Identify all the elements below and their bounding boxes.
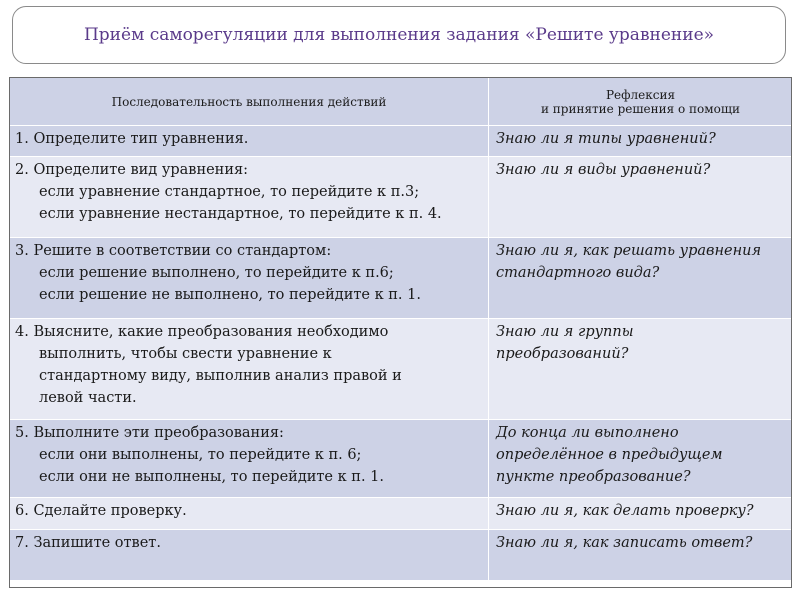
reflection-text: стандартного вида? [496, 265, 660, 281]
step-subtext: если решение выполнено, то перейдите к п.6; [39, 265, 394, 281]
step-text: 3. Решите в соответствии со стандартом: [15, 243, 332, 259]
step-text: 4. Выясните, какие преобразования необходимо [15, 324, 389, 340]
step-subtext: выполнить, чтобы свести уравнение к [39, 346, 332, 362]
step-cell [10, 420, 489, 498]
table-row [10, 319, 793, 420]
header-actions-sequence: Последовательность выполнения действий [10, 78, 489, 126]
reflection-text: пункте преобразование? [496, 469, 691, 485]
step-text: 7. Запишите ответ. [15, 535, 161, 551]
step-cell [10, 126, 489, 157]
table-row [10, 498, 793, 530]
table-header-row [10, 78, 793, 126]
step-cell [10, 157, 489, 238]
step-subtext: если уравнение стандартное, то перейдите к п.3; [39, 184, 420, 200]
table-row [10, 238, 793, 319]
step-subtext: если уравнение нестандартное, то перейдите к п. 4. [39, 206, 442, 222]
reflection-text: До конца ли выполнено [496, 425, 679, 441]
reflection-cell [489, 420, 793, 498]
step-text: 6. Сделайте проверку. [15, 503, 187, 519]
step-cell [10, 238, 489, 319]
step-cell [10, 319, 489, 420]
reflection-cell [489, 319, 793, 420]
table-row [10, 420, 793, 498]
step-text: 2. Определите вид уравнения: [15, 162, 249, 178]
header-reflection-line2: и принятие решения о помощи [540, 101, 740, 116]
page-title: Приём саморегуляции для выполнения задания «Решите уравнение» [83, 25, 715, 45]
reflection-text: Знаю ли я, как решать уравнения [496, 243, 762, 259]
table-row [10, 157, 793, 238]
step-subtext: левой части. [39, 390, 137, 406]
step-subtext: стандартному виду, выполнив анализ правой и [39, 368, 402, 384]
header-reflection [489, 78, 793, 126]
self-regulation-table [9, 77, 793, 581]
reflection-cell [489, 126, 793, 157]
reflection-text: Знаю ли я, как записать ответ? [496, 535, 753, 551]
step-cell [10, 498, 489, 530]
step-subtext: если они не выполнены, то перейдите к п. 1. [39, 469, 385, 485]
step-cell [10, 530, 489, 581]
reflection-cell [489, 238, 793, 319]
reflection-text: преобразований? [496, 346, 629, 362]
reflection-text: Знаю ли я типы уравнений? [496, 131, 716, 147]
step-subtext: если они выполнены, то перейдите к п. 6; [39, 447, 362, 463]
reflection-text: Знаю ли я, как делать проверку? [496, 503, 754, 519]
reflection-text: Знаю ли я виды уравнений? [496, 162, 711, 178]
title-box [12, 6, 786, 64]
reflection-cell [489, 157, 793, 238]
step-text: 1. Определите тип уравнения. [15, 131, 249, 147]
reflection-text: Знаю ли я группы [496, 324, 634, 340]
step-text: 5. Выполните эти преобразования: [15, 425, 284, 441]
reflection-cell [489, 530, 793, 581]
reflection-cell [489, 498, 793, 530]
reflection-text: определённое в предыдущем [496, 447, 723, 463]
table-row [10, 126, 793, 157]
step-subtext: если решение не выполнено, то перейдите к п. 1. [39, 287, 421, 303]
table-row [10, 530, 793, 581]
header-reflection-line1: Рефлексия [605, 87, 676, 102]
